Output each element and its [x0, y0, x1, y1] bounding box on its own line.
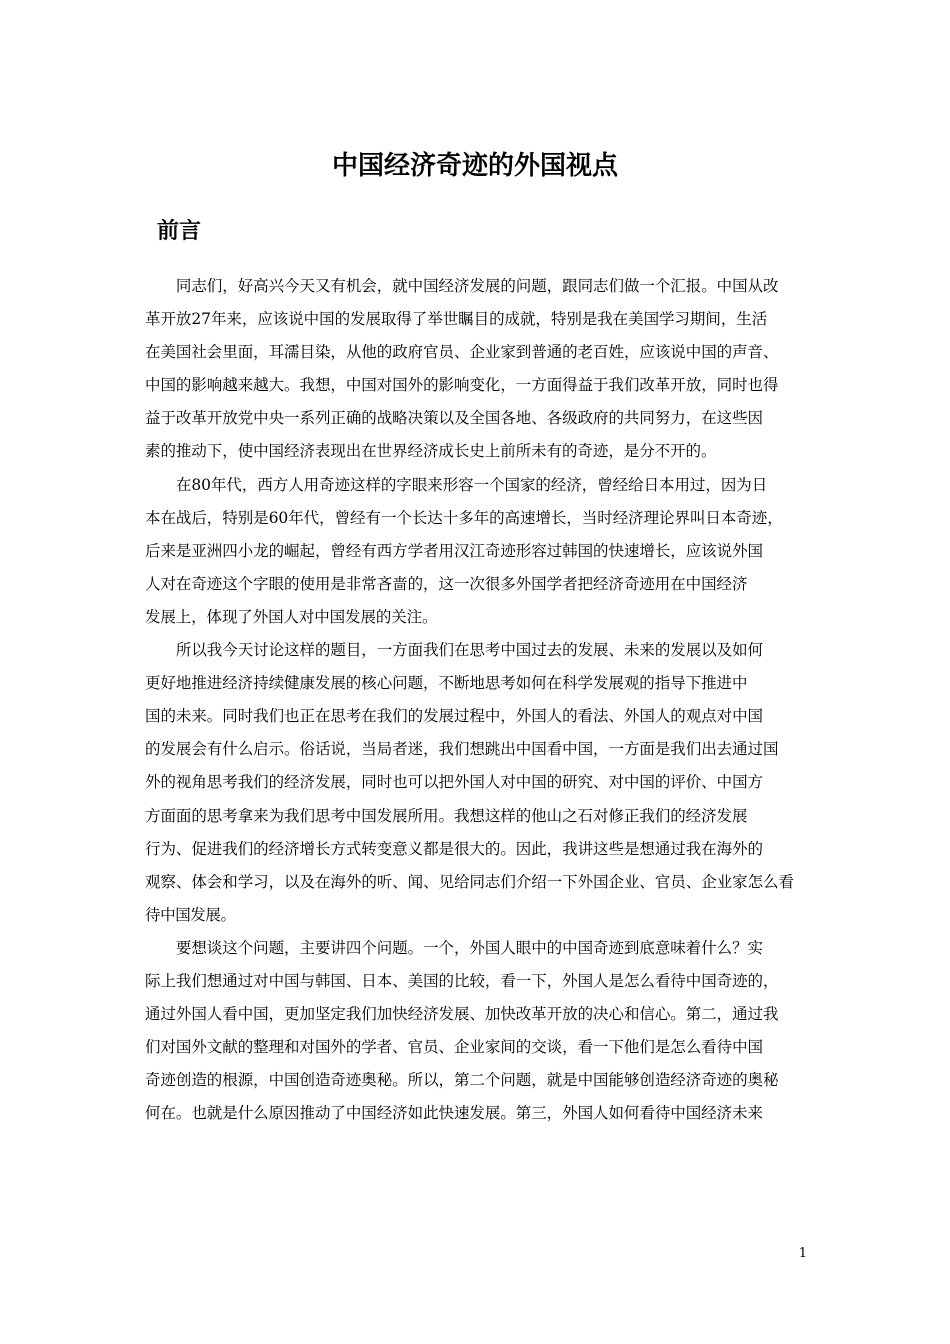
text-line: 们对国外文献的整理和对国外的学者、官员、企业家间的交谈，看一下他们是怎么看待中国	[145, 1038, 763, 1057]
text-line: 后来是亚洲四小龙的崛起，曾经有西方学者用汉江奇迹形容过韩国的快速增长，应该说外国	[145, 541, 763, 560]
text-line: 发展上，体现了外国人对中国发展的关注。	[145, 607, 438, 626]
text-line: 际上我们想通过对中国与韩国、日本、美国的比较，看一下，外国人是怎么看待中国奇迹的，	[145, 971, 779, 990]
text-line: 所以我今天讨论这样的题目，一方面我们在思考中国过去的发展、未来的发展以及如何	[145, 641, 763, 660]
text-line: 国的未来。同时我们也正在思考在我们的发展过程中，外国人的看法、外国人的观点对中国	[145, 707, 763, 726]
page-number: 1	[798, 1246, 807, 1261]
text-line: 中国的影响越来越大。我想，中国对国外的影响变化，一方面得益于我们改革开放，同时也得	[145, 376, 779, 395]
text-line: 方面面的思考拿来为我们思考中国发展所用。我想这样的他山之石对修正我们的经济发展	[145, 806, 748, 825]
text-line: 观察、体会和学习，以及在海外的听、闻、见给同志们介绍一下外国企业、官员、企业家怎么看	[145, 872, 794, 891]
text-line: 革开放27年来，应该说中国的发展取得了举世瞩目的成就，特别是我在美国学习期间，生活	[145, 310, 768, 329]
text-line: 在美国社会里面，耳濡目染，从他的政府官员、企业家到普通的老百姓，应该说中国的声音、	[145, 343, 779, 362]
text-line: 素的推动下，使中国经济表现出在世界经济成长史上前所未有的奇迹，是分不开的。	[145, 442, 717, 461]
text-line: 同志们，好高兴今天又有机会，就中国经济发展的问题，跟同志们做一个汇报。中国从改	[145, 277, 779, 295]
section-heading: 前言	[157, 218, 202, 244]
text-line: 在80年代，西方人用奇迹这样的字眼来形容一个国家的经济，曾经给日本用过，因为日	[145, 475, 768, 494]
text-line: 要想谈这个问题，主要讲四个问题。一个，外国人眼中的中国奇迹到底意味着什么？实	[145, 938, 763, 957]
text-line: 奇迹创造的根源，中国创造奇迹奥秘。所以，第二个问题，就是中国能够创造经济奇迹的奥秘	[145, 1071, 779, 1090]
body-text	[145, 270, 815, 1130]
text-line: 通过外国人看中国，更加坚定我们加快经济发展、加快改革开放的决心和信心。第二，通过我	[145, 1005, 779, 1024]
text-line: 的发展会有什么启示。俗话说，当局者迷，我们想跳出中国看中国，一方面是我们出去通过国	[145, 740, 779, 759]
text-line: 益于改革开放党中央一系列正确的战略决策以及全国各地、各级政府的共同努力，在这些因	[145, 409, 763, 428]
text-line: 更好地推进经济持续健康发展的核心问题，不断地思考如何在科学发展观的指导下推进中	[145, 674, 748, 693]
text-line: 待中国发展。	[145, 905, 236, 924]
text-line: 外的视角思考我们的经济发展，同时也可以把外国人对中国的研究、对中国的评价、中国方	[145, 773, 763, 792]
text-line: 本在战后，特别是60年代，曾经有一个长达十多年的高速增长，当时经济理论界叫日本奇迹，	[145, 508, 783, 527]
text-line: 何在。也就是什么原因推动了中国经济如此快速发展。第三，外国人如何看待中国经济未来	[145, 1104, 763, 1123]
document-title: 中国经济奇迹的外国视点	[331, 151, 618, 181]
text-line: 行为、促进我们的经济增长方式转变意义都是很大的。因此，我讲这些是想通过我在海外的	[145, 839, 763, 858]
text-line: 人对在奇迹这个字眼的使用是非常吝啬的，这一次很多外国学者把经济奇迹用在中国经济	[145, 574, 748, 593]
